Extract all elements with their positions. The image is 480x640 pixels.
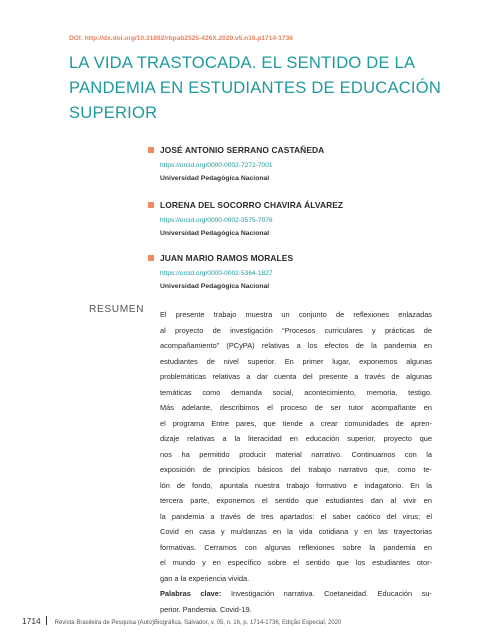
abstract-line: El presente trabajo muestra un conjunto de reflexiones enlazadas [160,310,432,319]
abstract-line: al proyecto de investigación “Procesos curriculares y prácticas de [160,325,432,335]
abstract-line: dizaje relativas a la literacidad en educación superior, proyecto que [160,434,432,443]
author-name: JOSÉ ANTONIO SERRANO CASTAÑEDA [160,145,325,155]
abstract-line: acompañamiento” (PCyPA) relativas a los efectos de la pandemia en [160,341,432,350]
author-orcid-link[interactable]: https://orcid.org/0000-0002-7272-7001 [160,162,273,169]
keywords-line [160,586,432,602]
title-line: SUPERIOR [69,103,158,122]
abstract-heading: RESUMEN [89,304,145,315]
article-title [69,50,449,125]
abstract-line: formativas. Cerramos con algunas reflexiones sobre la pandemia en [160,542,432,552]
keywords-line: perior. Pandemia. Covid-19. [160,604,252,614]
author-marker-icon [148,255,154,261]
abstract-line: Covid en casa y mu/danzas en la vida cotidiana y en las trayectorias [160,527,432,536]
doi-link[interactable]: DOI: http://dx.doi.org/10.31892/rbpab2525-426X.2020.v5.n16.p1714-1736 [69,35,293,42]
abstract-line: lón de fondo, apuntala nuestra trabajo formativo e indagatorio. En la [160,480,432,490]
author-name: LORENA DEL SOCORRO CHAVIRA ÁLVAREZ [160,200,344,210]
author-institution: Universidad Pedagógica Nacional [160,230,270,237]
title-line: PANDEMIA EN ESTUDIANTES DE EDUCACIÓN [69,78,442,97]
abstract-line: Más adelante, describimos el proceso de ser tutor acompañante en [160,403,432,412]
footer-divider [46,616,47,625]
title-line: LA VIDA TRASTOCADA. EL SENTIDO DE LA [69,53,416,72]
abstract-line: la pandemia a través de tres apartados: el saber caótico del virus; el [160,511,432,521]
keywords-text: Investigación narrativa. Coetaneidad. Educación su- [221,589,432,598]
page-number: 1714 [22,616,41,626]
author-orcid-link[interactable]: https://orcid.org/0000-0002-5364-1827 [160,270,273,277]
abstract-line: el mundo y en específico sobre el sentido que los estudiantes otor- [160,558,432,567]
abstract-line: tercera parte, exponemos el sentido que estudiantes dan al vivir en [160,496,432,505]
journal-citation: Revista Brasileira de Pesquisa (Auto)Biográfica, Salvador, v. 05, n. 16, p. 1714-1736, Edição Especial, 2020 [54,620,342,626]
author-institution: Universidad Pedagógica Nacional [160,175,270,182]
author-marker-icon [148,202,154,208]
abstract-line: exposición de principios básicos del trabajo narrativo que, como te- [160,465,432,474]
author-marker-icon [148,147,154,153]
page-footer [22,616,341,626]
abstract-line: el programa Entre pares, que tiende a crear comunidades de apren- [160,418,432,428]
author-institution: Universidad Pedagógica Nacional [160,283,270,290]
abstract-line: temáticas como demanda social, acontecimiento, memoria, testigo. [160,387,432,397]
abstract-line: nos ha permitido producir material narrativo. Continuamos con la [160,449,432,459]
author-name: JUAN MARIO RAMOS MORALES [160,253,294,263]
abstract-line: problemáticas relativas a dar cuenta del presente a través de algunas [160,372,432,381]
author-orcid-link[interactable]: https://orcid.org/0000-0002-3575-7076 [160,217,273,224]
abstract-line: gan a la experiencia vivida. [160,573,250,583]
abstract-line: estudiantes de nivel superior. En primer lugar, exponemos algunas [160,356,432,366]
keywords-label: Palabras clave: [160,589,222,598]
abstract-body [160,307,432,617]
